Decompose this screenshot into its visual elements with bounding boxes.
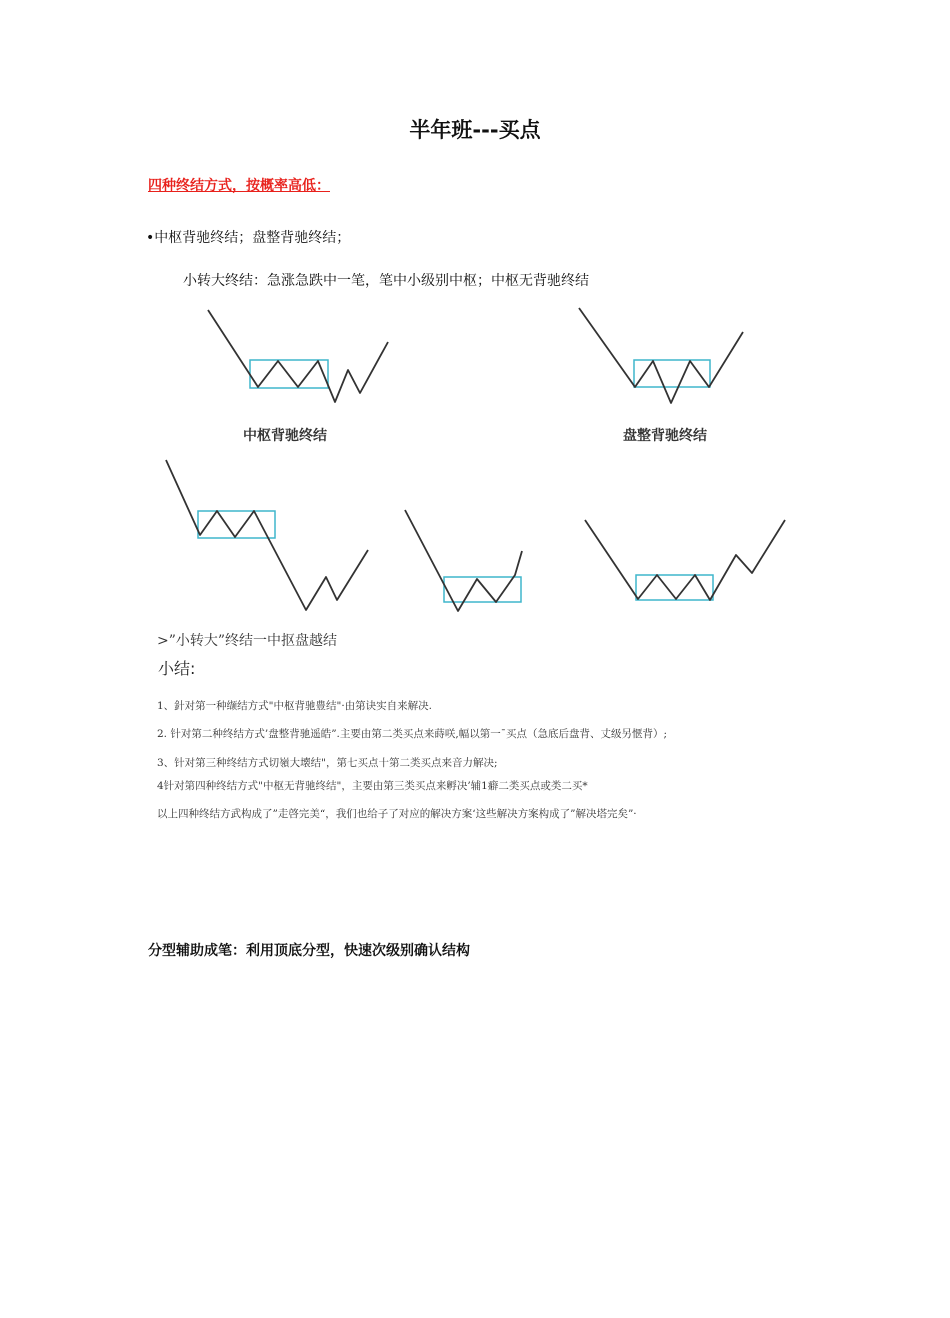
summary-note-5: 以上四种终结方武构成了”走啓完美“，我们也给子了对应的解决方案‘这些解决方案构成了”解决塔完矣”· — [157, 808, 637, 820]
figure-no-divergence-a — [400, 505, 530, 615]
section-subtitle: 四种终结方式，按概率高低： — [148, 178, 330, 194]
figure-center-divergence — [200, 305, 395, 410]
figure-caption: >”小转大”终结一中抠盘越结 — [157, 633, 338, 649]
summary-heading: 小结: — [158, 659, 196, 678]
price-line — [585, 520, 785, 600]
figure-label-center-divergence: 中枢背驰终结 — [243, 428, 327, 444]
pivot-box — [444, 577, 521, 602]
summary-note-4: 4针对第四种终结方式"中枢无背驰终结"，主要由第三类买点来孵决’辅1癖二类买点或类二买* — [157, 780, 588, 792]
small-to-big-description: 小转大终结：急涨急跌中一笔，笔中小级别中枢；中枢无背驰终结 — [183, 273, 589, 289]
summary-note-2: 2. 针对第二种终结方式’盘整背驰遥皓”.主要由第二类买点来蒔咲,幅以第一ˉ买点（急底后盘背、丈级另惬背）; — [157, 728, 668, 740]
page-title: 半年班---买点 — [409, 118, 541, 142]
figure-consolidation-divergence — [575, 305, 750, 410]
figure-no-divergence-b — [580, 515, 790, 610]
price-line — [166, 460, 368, 610]
price-line — [405, 510, 522, 611]
figure-label-consolidation-divergence: 盘整背驰终结 — [623, 428, 707, 444]
summary-note-3: 3、针对第三种终结方式切嶺大壊结"，第七买点十第二类买点来音力解决; — [157, 757, 498, 769]
fractal-assist-heading: 分型辅助成笔：利用顶底分型，快速次级别确认结构 — [148, 943, 470, 959]
bullet-line: •中枢背驰终结；盘整背驰终结； — [146, 230, 351, 246]
summary-note-1: 1、針对第一种缬结方式"中枢背驰豊结"·由第诀实自来解决. — [157, 700, 433, 712]
figure-small-to-big — [160, 455, 375, 620]
price-line — [579, 308, 743, 403]
